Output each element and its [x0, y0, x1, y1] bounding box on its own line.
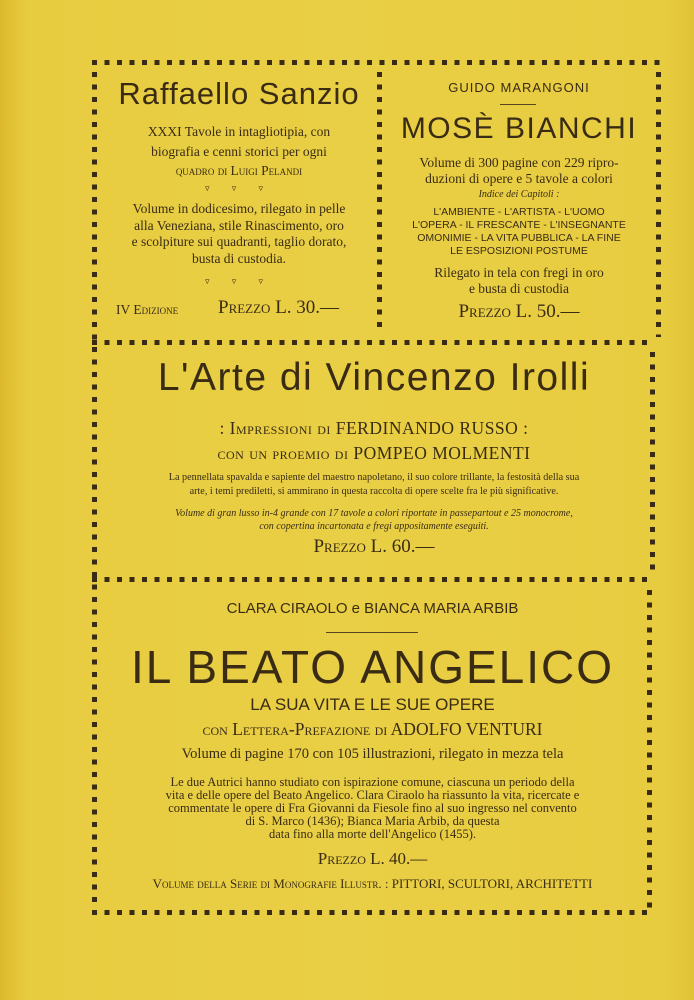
price: Prezzo L. 50.— — [458, 301, 580, 322]
ad-binding: Volume in dodicesimo, rilegato in pelle alla Veneziana, stile Rinascimento, oro e scolpiture sui quadranti, taglio dorato, busta di custodia. — [131, 201, 347, 266]
ad-description: XXXI Tavole in intagliotipia, con biografia e cenni storici per ogni quadro di Luigi Pelandi — [147, 124, 331, 178]
series-label: Volume della Serie di Monografie Illustr. : PITTORI, SCULTORI, ARCHITETTI — [152, 876, 593, 891]
ad-binding: Rilegato in tela con fregi in oro e busta di custodia — [434, 265, 604, 296]
ad-subtitle: LA SUA VITA E LE SUE OPERE — [250, 695, 495, 714]
edition-label: IV Edizione — [116, 302, 179, 317]
ad-description: Volume di 300 pagine con 229 ripro- duzioni di opere e 5 tavole a colori — [419, 155, 619, 186]
border-right-mid — [650, 352, 655, 574]
chapter-index-label: Indice dei Capitoli : — [478, 189, 560, 200]
ornament-triangles: ▿ ▿ ▿ — [204, 276, 274, 286]
border-left — [92, 72, 97, 907]
separator-rule — [500, 104, 536, 105]
ad-description: La pennellata spavalda e sapiente del maestro napoletano, il suo colore trillante, la festosità della sua arte, i temi prediletti, si ammirano in questa raccolta di opere scelte fra le più significative. — [168, 472, 580, 497]
separator-rule — [326, 632, 418, 633]
price: Prezzo L. 30.— — [218, 297, 340, 318]
border-divider-2 — [92, 577, 652, 582]
price: Prezzo L. 40.— — [317, 849, 428, 868]
ad-title: L'Arte di Vincenzo Irolli — [157, 356, 591, 399]
ad-title: Raffaello Sanzio — [118, 76, 360, 111]
ad-subtitle-author: : Impressioni di FERDINANDO RUSSO : — [219, 418, 529, 438]
border-top — [92, 60, 664, 65]
ad-description: Le due Autrici hanno studiato con ispirazione comune, ciascuna un periodo della vita e delle opere del Beato Angelico. Clara Ciraolo ha riassunto la vita, ricercate e commentate le opere di Fra Giovanni da Fiesole fino al suo ingresso nel convento di S. Marco (1436); Bianca Maria Arbib, da questa data fino alla morte dell'Angelico (1455). — [165, 775, 580, 841]
border-center — [377, 72, 382, 334]
ad-edition-details: Volume di gran lusso in-4 grande con 17 tavole a colori riportate in passepartout e 25 monocrome, con copertina incartonata e fregi appositamente eseguiti. — [175, 508, 573, 532]
ad-volume-info: Volume di pagine 170 con 105 illustrazioni, rilegato in mezza tela — [181, 746, 564, 762]
border-right-top — [656, 72, 661, 337]
ad-subtitle-proemio: con un proemio di POMPEO MOLMENTI — [217, 443, 531, 463]
price: Prezzo L. 60.— — [313, 536, 435, 557]
ad-preface: con Lettera-Prefazione di ADOLFO VENTURI — [202, 719, 543, 739]
border-divider-1 — [92, 340, 652, 345]
ad-title: IL BEATO ANGELICO — [130, 641, 615, 693]
ad-title: MOSÈ BIANCHI — [400, 112, 638, 145]
ad-authors: CLARA CIRAOLO e BIANCA MARIA ARBIB — [226, 600, 519, 617]
ornament-triangles: ▿ ▿ ▿ — [204, 183, 274, 193]
border-right-bottom — [647, 590, 652, 908]
border-bottom — [92, 910, 652, 915]
ad-author: GUIDO MARANGONI — [448, 80, 590, 95]
chapter-list: L'AMBIENTE - L'ARTISTA - L'UOMO L'OPERA - IL FRESCANTE - L'INSEGNANTE OMONIMIE - LA VITA PUBBLICA - LA FINE LE ESPOSIZIONI POSTUME — [412, 206, 626, 257]
